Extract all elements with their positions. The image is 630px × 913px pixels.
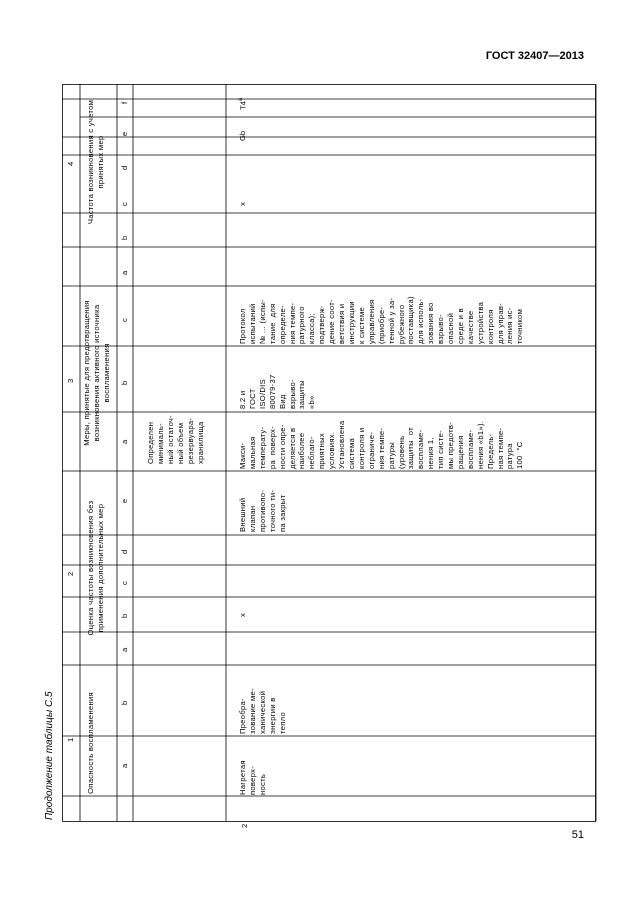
group-number-4: 4 bbox=[66, 161, 75, 166]
row-number: 2 bbox=[240, 823, 249, 828]
sub-4f: f bbox=[120, 101, 129, 104]
sub-4b: b bbox=[120, 235, 129, 240]
group-number-2: 2 bbox=[66, 571, 75, 576]
group-number-3: 3 bbox=[66, 378, 75, 383]
sub-3c: c bbox=[120, 318, 129, 322]
row-g2b-mark: x bbox=[238, 613, 247, 617]
sub-2d: d bbox=[120, 549, 129, 554]
row-g4f-temp-class: T4$^a$ bbox=[238, 97, 248, 110]
group-title-4: Частота возникновения с учетом принятых мер bbox=[86, 99, 105, 225]
group-title-2: Оценка частоты возникновения без применения дополнительных мер bbox=[86, 500, 105, 636]
sub-3b: b bbox=[120, 380, 129, 385]
sub-1b: b bbox=[120, 700, 129, 705]
sub-4a: a bbox=[120, 270, 129, 275]
row-g2e-measure: Внешний клапан противопо- точного ти- па закрыт bbox=[238, 489, 287, 532]
sub-2a: a bbox=[120, 647, 129, 652]
standard-header: ГОСТ 32407—2013 bbox=[485, 50, 584, 62]
table-caption: Продолжение таблицы С.5 bbox=[44, 691, 55, 820]
sub-2c: c bbox=[120, 581, 129, 585]
sub-2e: e bbox=[120, 498, 129, 503]
sub-4e: e bbox=[120, 131, 129, 136]
row-g4e-epl: Gb bbox=[238, 130, 247, 141]
row-g3a-measure: Макси- мальная температу- ра поверх- ности опре- деляется в наиболее неблаго- приятных условиях. Установлена система контроля и ограниче- ния темпе- ратуры (уровень защиты от воспламе- нения 1, тип систе- мы предотв- ращения воспламе- нения «b1»). Предель- ная темпе- ратура 100 °С bbox=[238, 420, 525, 469]
sub-4d: d bbox=[120, 165, 129, 170]
row-g3c-evidence: Протокол испытаний № ... (испы- тание для определе- ния темпе- ратурного класса); подтверж- дение соот- ветствия и инструкции к системе управления (приобре- тенной у за- рубежного поставщика) для исполь- зования во взрыво- опасной среде и в качестве устройства контроля для управ- ления ис- точником bbox=[238, 296, 525, 344]
prev-row-measure: Определен минималь- ный остаточ- ный объем резервуара- хранилища bbox=[146, 414, 205, 464]
sub-1a: a bbox=[120, 763, 129, 768]
sub-3a: a bbox=[120, 439, 129, 444]
row-g1a-hazard: Нагретая поверх- ность bbox=[238, 760, 267, 795]
group-number-1: 1 bbox=[66, 737, 75, 742]
group-title-1: Опасность воспламенения bbox=[86, 692, 95, 794]
row-g1b-cause: Преобра- зование ме- ханической энергии в тепло bbox=[238, 688, 287, 734]
row-g3b-reference: 8.2 и ГОСТ ISO/DIS 80079-37 Вид взрыво- защиты «b» bbox=[238, 374, 317, 409]
group-title-3: Меры, принятые для предотвращения возникновения активного источника воспламенения bbox=[82, 300, 111, 446]
page-number: 51 bbox=[571, 829, 584, 841]
sub-2b: b bbox=[120, 613, 129, 618]
sub-4c: c bbox=[120, 202, 129, 206]
row-g4c-mark: x bbox=[238, 202, 247, 206]
